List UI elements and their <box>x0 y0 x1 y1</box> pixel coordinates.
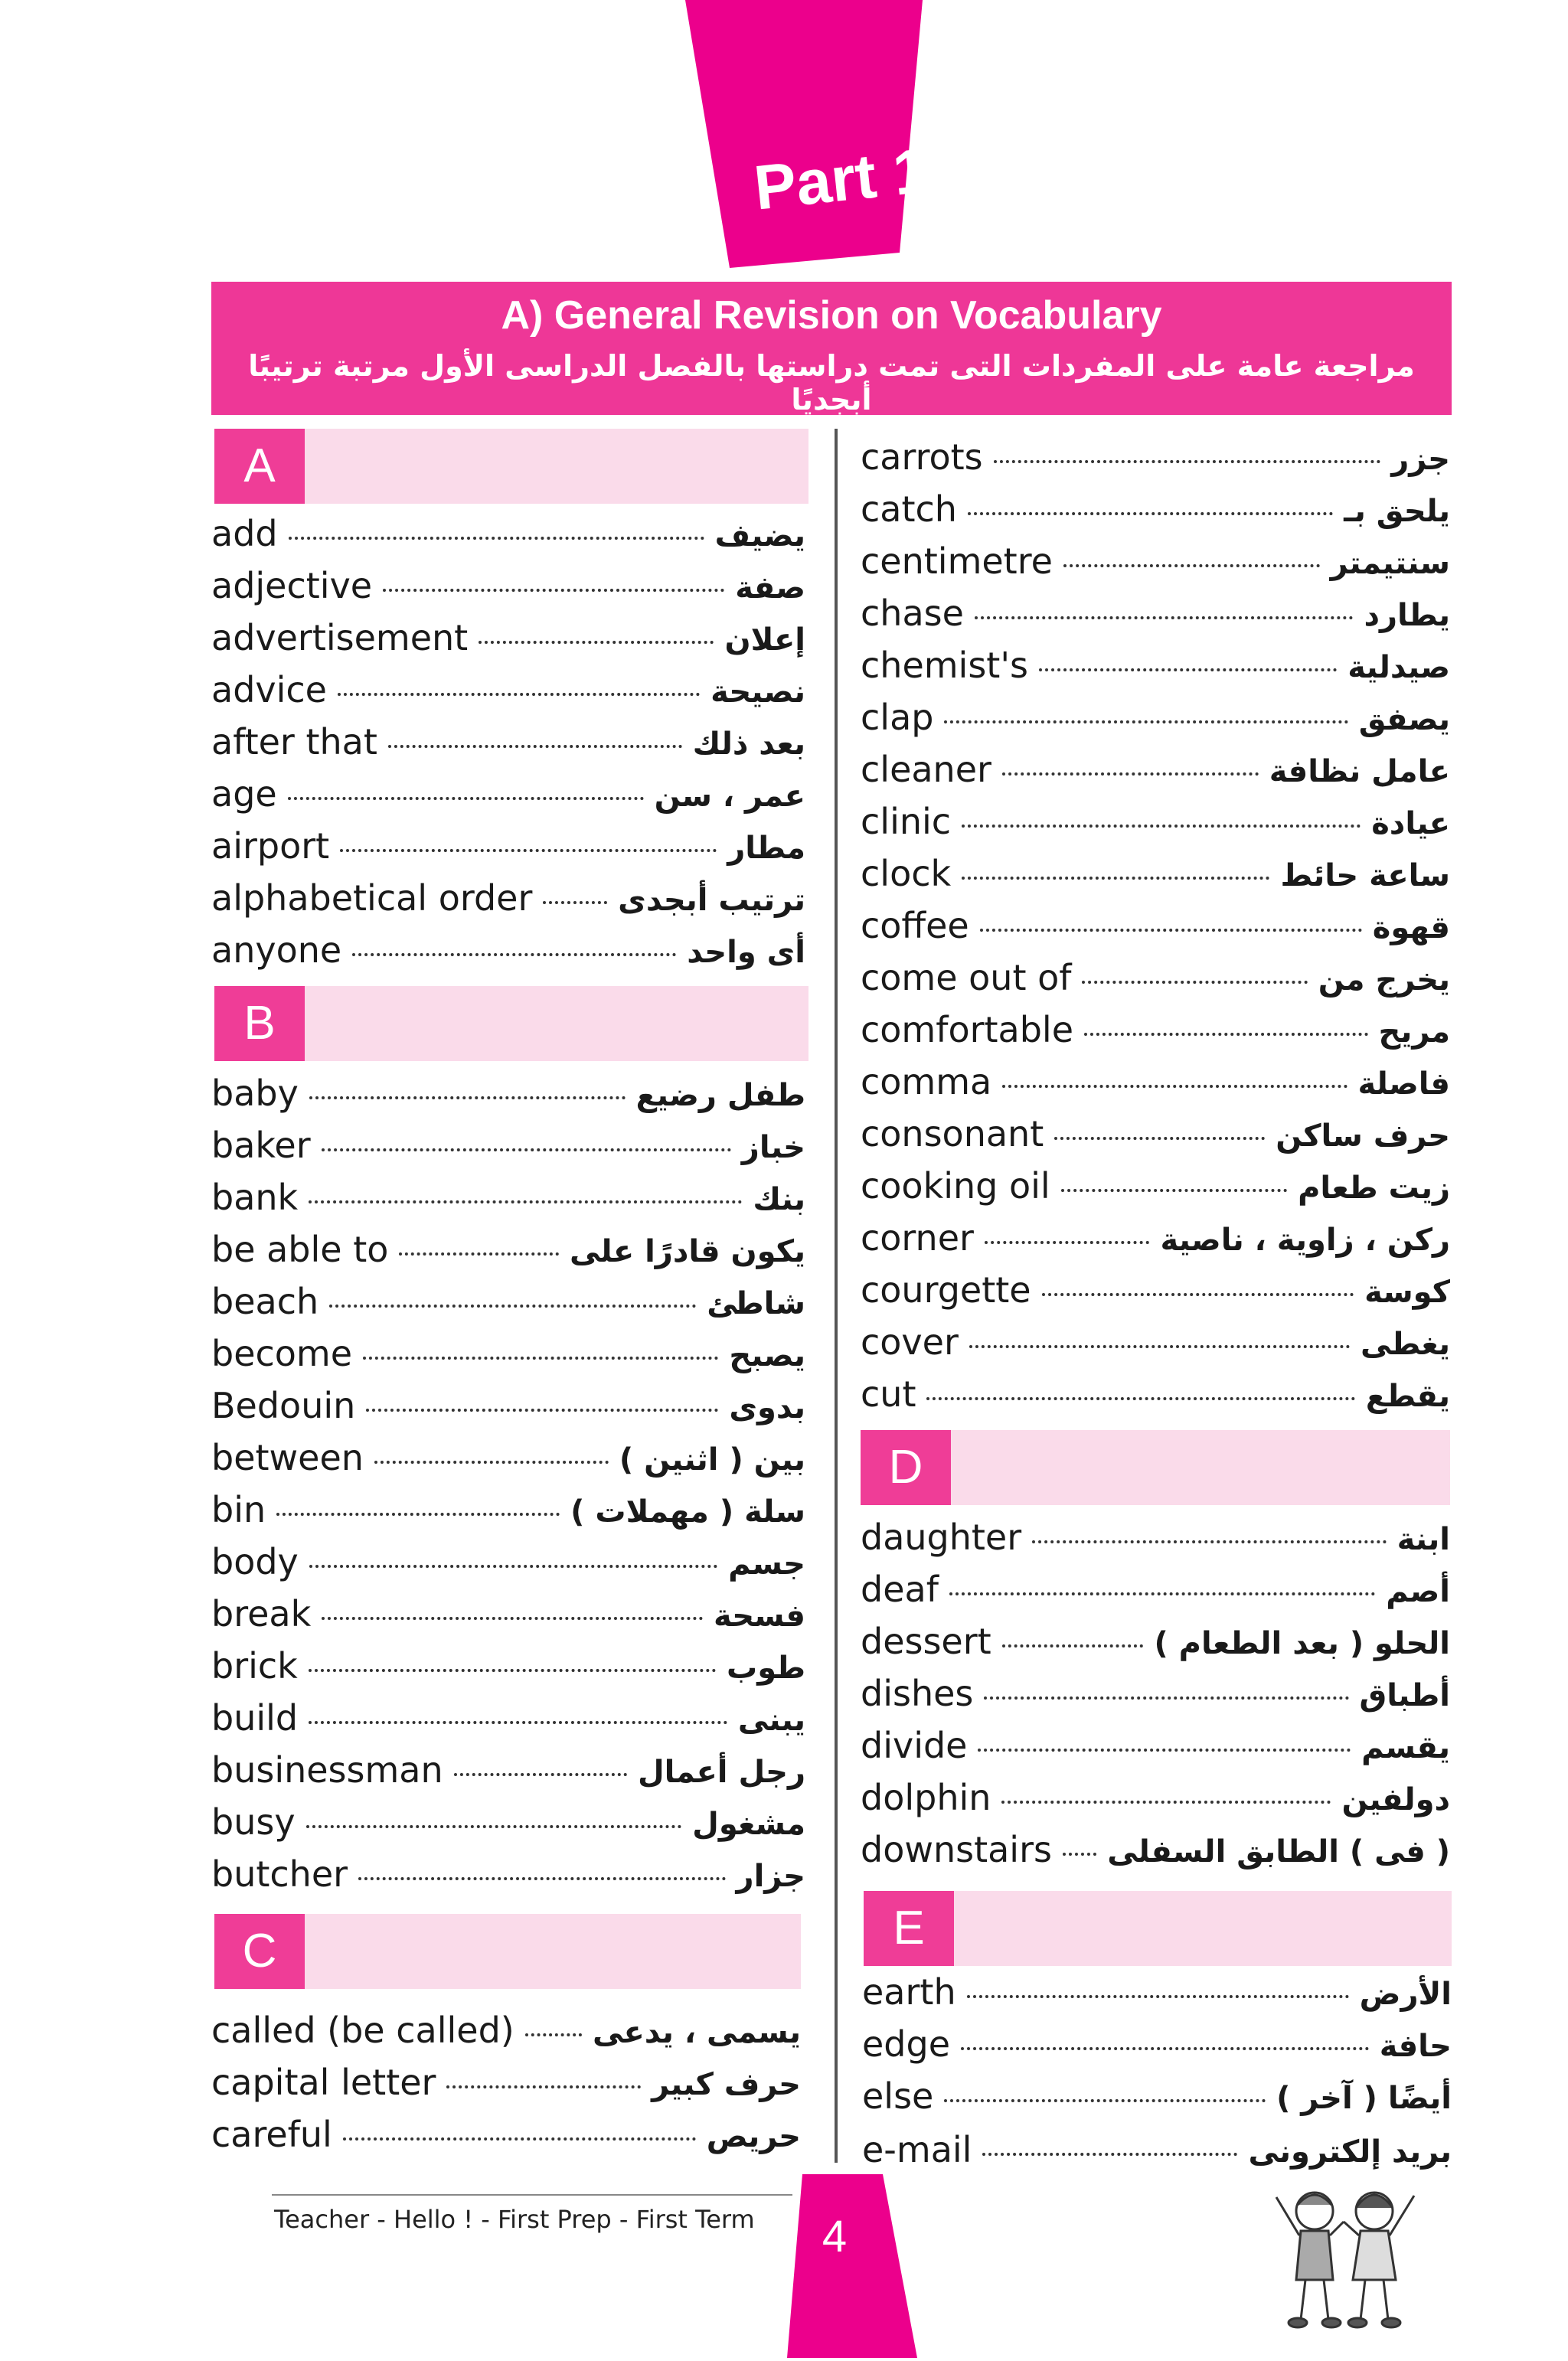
dot-leader <box>374 1461 609 1464</box>
dot-leader <box>309 1669 716 1672</box>
section-banner <box>211 282 1452 415</box>
vocab-arabic: بدوى <box>729 1390 805 1425</box>
vocab-row <box>211 769 805 818</box>
dot-leader <box>985 1241 1150 1244</box>
dot-leader <box>980 929 1362 932</box>
dot-leader <box>309 1721 727 1724</box>
vocab-english: carrots <box>861 436 983 478</box>
vocab-english: consonant <box>861 1113 1044 1154</box>
vocab-arabic: كوسة <box>1364 1275 1450 1310</box>
vocab-row <box>862 2072 1452 2121</box>
letter-badge: E <box>864 1891 954 1966</box>
dot-leader <box>949 1592 1375 1595</box>
vocab-row <box>211 2006 801 2055</box>
vocab-row <box>211 1798 805 1847</box>
dot-leader <box>962 825 1361 828</box>
vocab-arabic: صيدلية <box>1348 650 1450 685</box>
dot-leader <box>1002 1085 1347 1088</box>
vocab-arabic: حرف ساكن <box>1276 1118 1450 1154</box>
vocab-english: daughter <box>861 1517 1022 1558</box>
vocab-row <box>211 1485 805 1534</box>
vocab-row <box>211 1121 805 1170</box>
dot-leader <box>994 460 1381 463</box>
vocab-english: build <box>211 1697 299 1739</box>
dot-leader <box>352 953 676 956</box>
vocab-english: coffee <box>861 905 969 946</box>
vocab-row <box>211 613 805 662</box>
vocab-arabic: يطارد <box>1364 598 1450 633</box>
vocab-english: beach <box>211 1281 319 1322</box>
dot-leader <box>1032 1540 1387 1543</box>
vocab-row <box>861 1370 1450 1419</box>
vocab-row <box>211 1277 805 1326</box>
vocab-arabic: يغطى <box>1360 1327 1450 1362</box>
vocab-english: dessert <box>861 1621 991 1662</box>
vocab-english: cooking oil <box>861 1165 1050 1207</box>
vocab-row <box>861 1005 1450 1054</box>
vocab-arabic: رجل أعمال <box>637 1755 805 1790</box>
banner-title: A) General Revision on Vocabulary <box>501 293 1162 338</box>
part-title: Part 1 <box>750 136 932 224</box>
vocab-english: be able to <box>211 1229 389 1270</box>
dot-leader <box>388 745 682 748</box>
vocab-arabic: الأرض <box>1359 1977 1452 2012</box>
vocab-english: come out of <box>861 957 1072 998</box>
vocab-arabic: دولفين <box>1341 1782 1450 1817</box>
vocab-row <box>861 485 1450 534</box>
vocab-english: clinic <box>861 801 952 842</box>
vocab-english: clap <box>861 697 934 738</box>
vocab-arabic: ترتيب أبجدى <box>618 883 805 918</box>
dot-leader <box>289 537 704 540</box>
vocab-english: cut <box>861 1373 916 1415</box>
vocab-arabic: أطباق <box>1359 1678 1450 1713</box>
vocab-row <box>211 1381 805 1430</box>
vocab-arabic: فاصلة <box>1357 1066 1450 1102</box>
dot-leader <box>322 1148 731 1151</box>
dot-leader <box>329 1305 696 1308</box>
dot-leader <box>975 616 1354 619</box>
vocab-arabic: بعد ذلك <box>692 727 805 762</box>
dot-leader <box>288 797 644 800</box>
vocab-english: baker <box>211 1125 311 1166</box>
vocab-english: after that <box>211 721 377 763</box>
vocab-row <box>211 1641 805 1690</box>
dot-leader <box>1002 1644 1144 1647</box>
vocab-english: e-mail <box>862 2129 972 2170</box>
page-tab-shape <box>787 2174 917 2358</box>
dot-leader <box>1001 1801 1331 1804</box>
vocab-row <box>211 874 805 923</box>
dot-leader <box>1042 1293 1354 1296</box>
vocab-arabic: سنتيمتر <box>1330 546 1450 581</box>
vocab-row <box>211 561 805 610</box>
dot-leader <box>358 1877 725 1880</box>
vocab-row <box>211 821 805 870</box>
vocab-arabic: مريح <box>1378 1014 1450 1050</box>
vocab-english: deaf <box>861 1569 939 1610</box>
dot-leader <box>343 2137 696 2141</box>
vocab-arabic: عيادة <box>1371 806 1450 841</box>
vocab-arabic: يلحق بـ <box>1344 494 1450 529</box>
vocab-row <box>861 1773 1450 1822</box>
dot-leader <box>967 1995 1349 1998</box>
vocab-english: corner <box>861 1217 974 1259</box>
vocab-english: age <box>211 773 277 815</box>
two-children-illustration-icon <box>1267 2174 1420 2335</box>
vocab-arabic: مشغول <box>692 1807 805 1842</box>
vocab-english: dolphin <box>861 1777 991 1818</box>
vocab-arabic: زيت طعام <box>1298 1171 1450 1206</box>
vocab-row <box>211 926 805 975</box>
vocab-row <box>862 2020 1452 2069</box>
vocab-arabic: نصيحة <box>710 674 805 710</box>
vocab-row <box>861 901 1450 950</box>
vocab-arabic: يسمى ، يدعى <box>593 2015 801 2050</box>
vocab-row <box>861 849 1450 898</box>
dot-leader <box>322 1617 703 1620</box>
vocab-row <box>211 2058 801 2107</box>
vocab-english: centimetre <box>861 540 1053 582</box>
vocab-english: courgette <box>861 1269 1031 1311</box>
letter-header-a <box>214 429 808 504</box>
vocab-row <box>861 1825 1450 1874</box>
vocab-english: earth <box>862 1971 956 2013</box>
vocab-english: edge <box>862 2023 950 2065</box>
vocab-row <box>862 1967 1452 2016</box>
vocab-english: cleaner <box>861 749 991 790</box>
dot-leader <box>366 1409 718 1412</box>
vocab-row <box>861 797 1450 846</box>
dot-leader <box>454 1773 627 1776</box>
vocab-english: adjective <box>211 565 373 606</box>
dot-leader <box>1063 1853 1096 1856</box>
vocab-row <box>861 1213 1450 1262</box>
vocab-arabic: بريد إلكترونى <box>1248 2134 1452 2170</box>
vocab-english: businessman <box>211 1749 443 1791</box>
vocab-english: anyone <box>211 929 342 971</box>
letter-badge: A <box>214 429 305 504</box>
letter-badge: D <box>861 1430 951 1505</box>
dot-leader <box>446 2085 641 2088</box>
vocab-arabic: أصم <box>1386 1574 1450 1609</box>
vocab-row <box>861 1109 1450 1158</box>
vocab-row <box>211 1225 805 1274</box>
vocab-row <box>211 1589 805 1638</box>
vocab-arabic: قهوة <box>1372 910 1450 945</box>
vocab-arabic: سلة ( مهملات ) <box>570 1494 805 1530</box>
vocab-row <box>861 745 1450 794</box>
column-divider <box>835 429 838 2163</box>
vocab-arabic: أى واحد <box>687 935 805 970</box>
dot-leader <box>1054 1137 1265 1140</box>
vocab-arabic: شاطئ <box>707 1286 805 1321</box>
vocab-row <box>861 693 1450 742</box>
vocab-arabic: ابنة <box>1396 1522 1450 1557</box>
vocab-row <box>861 1161 1450 1210</box>
vocab-row <box>211 1433 805 1482</box>
vocab-row <box>861 1565 1450 1614</box>
vocab-english: become <box>211 1333 353 1374</box>
vocab-english: add <box>211 513 278 554</box>
vocab-row <box>861 1513 1450 1562</box>
dot-leader <box>926 1397 1354 1400</box>
dot-leader <box>944 2099 1266 2102</box>
vocab-row <box>211 509 805 558</box>
vocab-english: brick <box>211 1645 298 1687</box>
vocab-english: cover <box>861 1321 959 1363</box>
letter-badge: C <box>214 1914 305 1989</box>
vocab-english: between <box>211 1437 364 1478</box>
part-tab-shape <box>685 0 923 268</box>
vocab-row <box>861 1669 1450 1718</box>
vocab-arabic: ركن ، زاوية ، ناصية <box>1160 1223 1450 1258</box>
vocab-arabic: يخرج من <box>1318 962 1450 998</box>
dot-leader <box>978 1749 1351 1752</box>
vocab-english: else <box>862 2075 934 2117</box>
vocab-english: body <box>211 1541 299 1582</box>
vocab-row <box>211 1745 805 1794</box>
vocab-english: butcher <box>211 1853 348 1895</box>
vocab-row <box>861 1617 1450 1666</box>
vocab-row <box>211 717 805 766</box>
dot-leader <box>984 1696 1348 1700</box>
part-tab <box>685 0 923 268</box>
vocab-arabic: أيضًا ( آخر ) <box>1276 2081 1452 2116</box>
page-number-tab <box>787 2174 917 2358</box>
vocab-row <box>211 1329 805 1378</box>
dot-leader <box>340 849 717 852</box>
dot-leader <box>969 1345 1350 1348</box>
vocab-english: clock <box>861 853 952 894</box>
vocab-row <box>861 1318 1450 1367</box>
dot-leader <box>1002 772 1259 776</box>
vocab-row <box>861 589 1450 638</box>
vocab-arabic: ساعة حائط <box>1280 858 1450 893</box>
letter-badge: B <box>214 986 305 1061</box>
vocab-row <box>211 1537 805 1586</box>
dot-leader <box>363 1357 718 1360</box>
dot-leader <box>982 2153 1237 2156</box>
vocab-english: called (be called) <box>211 2010 514 2051</box>
vocab-arabic: عمر ، سن <box>654 779 805 814</box>
vocab-english: comma <box>861 1061 992 1102</box>
vocab-english: Bedouin <box>211 1385 356 1426</box>
page-number: 4 <box>822 2212 848 2261</box>
dot-leader <box>383 589 724 592</box>
footer-book-title: Teacher - Hello ! - First Prep - First Term <box>274 2205 755 2234</box>
vocab-row <box>211 1850 805 1899</box>
vocab-arabic: صفة <box>735 570 805 606</box>
vocab-arabic: يقطع <box>1365 1379 1450 1414</box>
dot-leader <box>968 512 1333 515</box>
vocab-english: catch <box>861 488 957 530</box>
letter-header-e <box>864 1891 1452 1966</box>
vocab-arabic: يكون قادرًا على <box>570 1234 805 1269</box>
vocab-row <box>861 537 1450 586</box>
dot-leader <box>1061 1189 1287 1192</box>
dot-leader <box>1082 981 1307 984</box>
vocab-english: baby <box>211 1073 299 1114</box>
dot-leader <box>1063 564 1320 567</box>
vocab-english: airport <box>211 825 330 867</box>
vocab-row <box>862 2125 1452 2174</box>
vocab-row <box>861 433 1450 482</box>
vocab-arabic: ( فى ) الطابق السفلى <box>1107 1834 1450 1870</box>
dot-leader <box>543 901 607 904</box>
vocab-arabic: يضيف <box>714 518 805 554</box>
vocab-arabic: جزر <box>1391 442 1450 477</box>
vocab-arabic: حريص <box>706 2119 801 2154</box>
dot-leader <box>479 641 714 644</box>
dot-leader <box>309 1096 626 1099</box>
dot-leader <box>399 1252 559 1256</box>
vocab-arabic: بنك <box>753 1182 805 1217</box>
vocab-arabic: مطار <box>727 831 805 866</box>
vocab-arabic: خباز <box>741 1130 805 1165</box>
dot-leader <box>338 693 700 696</box>
dot-leader <box>1039 668 1337 671</box>
vocab-arabic: يصبح <box>729 1338 805 1373</box>
vocab-arabic: يقسم <box>1361 1730 1450 1765</box>
vocab-english: chase <box>861 593 964 634</box>
vocab-row <box>861 1057 1450 1106</box>
vocab-row <box>861 1721 1450 1770</box>
dot-leader <box>961 2047 1369 2050</box>
vocab-english: alphabetical order <box>211 877 533 919</box>
vocab-english: capital letter <box>211 2062 436 2103</box>
vocab-english: bin <box>211 1489 266 1530</box>
vocab-arabic: فسحة <box>714 1598 805 1634</box>
dot-leader <box>962 877 1269 880</box>
vocab-row <box>861 953 1450 1002</box>
vocab-english: chemist's <box>861 645 1028 686</box>
vocab-english: divide <box>861 1725 968 1766</box>
vocab-row <box>861 641 1450 690</box>
vocab-english: comfortable <box>861 1009 1073 1050</box>
vocab-row <box>861 1265 1450 1314</box>
vocab-arabic: جزار <box>736 1859 805 1894</box>
vocab-english: dishes <box>861 1673 974 1714</box>
dot-leader <box>525 2033 582 2036</box>
vocab-english: busy <box>211 1801 296 1843</box>
letter-header-d <box>861 1430 1450 1505</box>
vocab-english: downstairs <box>861 1829 1052 1870</box>
dot-leader <box>276 1513 560 1516</box>
vocab-row <box>211 2110 801 2159</box>
vocab-arabic: عامل نظافة <box>1269 754 1450 789</box>
footer-rule <box>272 2194 792 2196</box>
vocab-arabic: طفل رضيع <box>635 1078 805 1113</box>
letter-header-c <box>214 1914 801 1989</box>
dot-leader <box>1084 1033 1368 1036</box>
vocab-english: break <box>211 1593 312 1634</box>
vocab-arabic: جسم <box>728 1546 805 1582</box>
banner-subtitle: مراجعة عامة على المفردات التى تمت دراستها بالفصل الدراسى الأول مرتبة ترتيبًا أبجديًا <box>248 349 1415 416</box>
vocab-english: bank <box>211 1177 299 1218</box>
dot-leader <box>306 1825 682 1828</box>
vocab-arabic: حافة <box>1379 2029 1452 2064</box>
vocab-arabic: حرف كبير <box>652 2067 801 2102</box>
vocab-arabic: يصفق <box>1358 702 1450 737</box>
vocab-english: careful <box>211 2114 332 2155</box>
letter-header-b <box>214 986 808 1061</box>
dot-leader <box>944 720 1348 723</box>
dot-leader <box>309 1200 742 1203</box>
vocab-arabic: الحلو ( بعد الطعام ) <box>1154 1626 1450 1661</box>
vocab-arabic: يبنى <box>737 1703 805 1738</box>
vocab-row <box>211 1693 805 1742</box>
vocab-row <box>211 665 805 714</box>
vocab-row <box>211 1069 805 1118</box>
vocab-arabic: طوب <box>727 1651 805 1686</box>
vocab-english: advertisement <box>211 617 469 658</box>
vocab-arabic: بين ( اثنين ) <box>619 1442 805 1478</box>
vocab-arabic: إعلان <box>724 622 805 658</box>
vocab-row <box>211 1173 805 1222</box>
dot-leader <box>309 1565 717 1568</box>
vocab-english: advice <box>211 669 327 710</box>
